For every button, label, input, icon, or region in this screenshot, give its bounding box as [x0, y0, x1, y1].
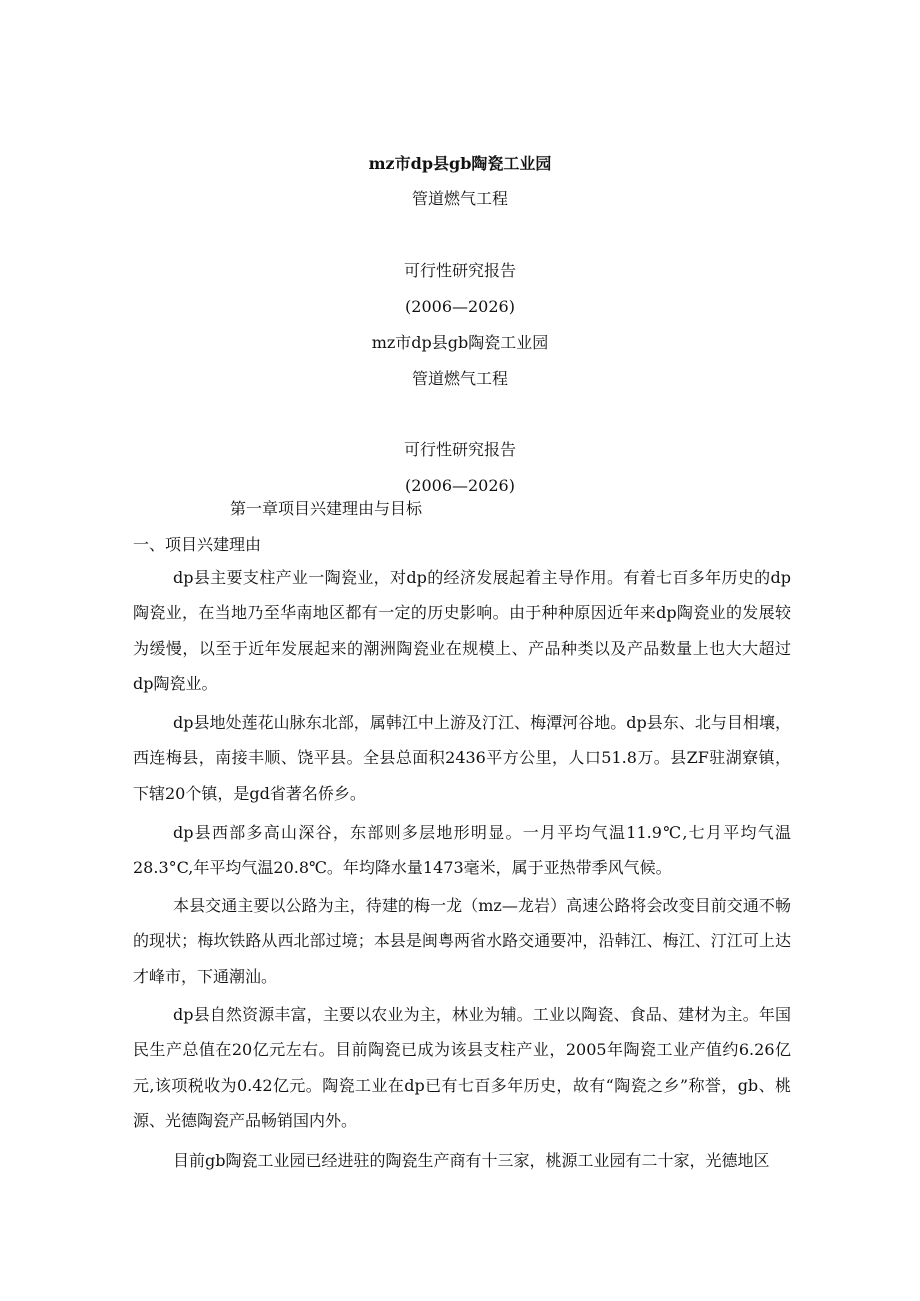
cover-title-line2: 管道燃气工程: [411, 189, 508, 208]
cover-repeat-title-line1: mz市dp县gb陶瓷工业园: [371, 333, 549, 352]
paragraph-3: dp县西部多高山深谷，东部则多层地形明显。一月平均气温11.9℃,七月平均气温28.3°C,年平均气温20.8℃。年均降水量1473毫米，属于亚热带季风气候。: [133, 823, 791, 878]
chapter-title: 第一章项目兴建理由与目标: [230, 499, 423, 518]
paragraph-1: dp县主要支柱产业一陶瓷业，对dp的经济发展起着主导作用。有着七百多年历史的dp陶瓷业，在当地乃至华南地区都有一定的历史影响。由于种种原因近年来dp陶瓷业的发展较为缓慢，以至于近年发展起来的潮洲陶瓷业在规模上、产品种类以及产品数量上也大大超过dp陶瓷业。: [133, 568, 791, 694]
paragraph-2: dp县地处莲花山脉东北部，属韩江中上游及汀江、梅潭河谷地。dp县东、北与目相壤，西连梅县，南接丰顺、饶平县。全县总面积2436平方公里，人口51.8万。县ZF驻湖寮镇，下辖20个镇，是gd省著名侨乡。: [133, 713, 791, 803]
section-heading: 一、项目兴建理由: [133, 535, 262, 554]
paragraph-6: 目前gb陶瓷工业园已经进驻的陶瓷生产商有十三家，桃源工业园有二十家，光德地区: [173, 1151, 770, 1170]
cover-repeat-title-line2: 管道燃气工程: [411, 369, 508, 388]
cover-period: (2006—2026): [405, 297, 515, 316]
cover-title-line1: mz市dp县gb陶瓷工业园: [368, 154, 552, 173]
cover-report-title: 可行性研究报告: [403, 261, 516, 280]
cover-repeat-report-title: 可行性研究报告: [403, 440, 516, 459]
paragraph-4: 本县交通主要以公路为主，待建的梅一龙（mz—龙岩）高速公路将会改变目前交通不畅的现状；梅坎铁路从西北部过境；本县是闽粤两省水路交通要冲，沿韩江、梅江、汀江可上达才峰市，下通潮汕。: [133, 896, 791, 986]
paragraph-5: dp县自然资源丰富，主要以农业为主，林业为辅。工业以陶瓷、食品、建材为主。年国民生产总值在20亿元左右。目前陶瓷已成为该县支柱产业，2005年陶瓷工业产值约6.26亿元,该项税收为0.42亿元。陶瓷工业在dp已有七百多年历史，故有“陶瓷之乡”称誉，gb、桃源、光德陶瓷产品畅销国内外。: [133, 1005, 791, 1131]
cover-repeat-period: (2006—2026): [405, 476, 515, 495]
